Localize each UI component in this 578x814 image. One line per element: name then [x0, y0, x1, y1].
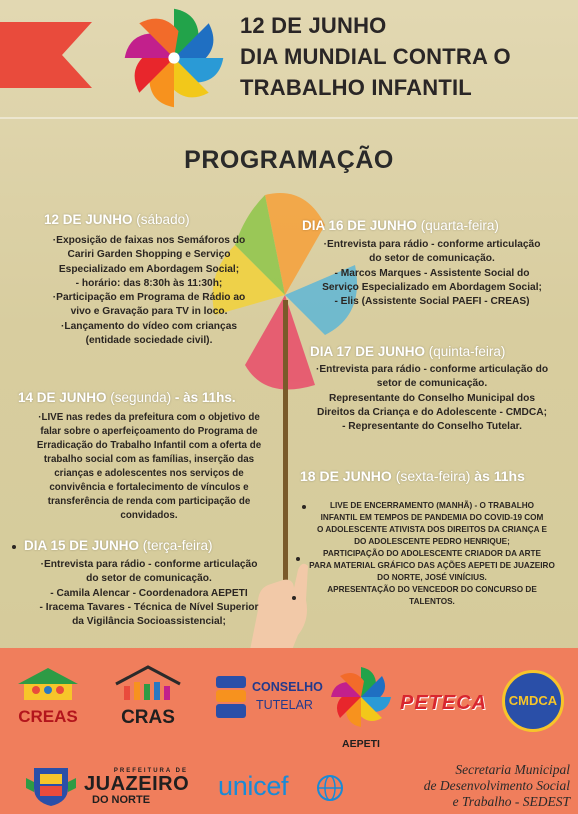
section-jun18-text [290, 500, 574, 608]
peteca-logo [400, 692, 490, 722]
text-line: da Vigilância Socioassistencial; [72, 616, 226, 628]
conselho-label: CONSELHO [252, 680, 323, 694]
section-time: - às 11hs. [174, 390, 236, 405]
aepeti-label: AEPETI [342, 738, 380, 750]
section-jun12-heading [44, 212, 190, 227]
section-day: (sexta-feira) [395, 468, 471, 484]
text-line: transferência de renda com participação de [47, 496, 251, 507]
text-line: DO ADOLESCENTE PEDRO HENRIQUE; [354, 537, 510, 546]
text-line: - Representante do Conselho Tutelar. [342, 421, 522, 433]
text-line: INFANTIL EM TEMPOS DE PANDEMIA DO COVID-19 COM [320, 513, 544, 522]
conselho-tutelar-logo [214, 674, 323, 726]
text-line: convivência e fortalecimento de vínculos e [49, 482, 249, 493]
title-block [240, 10, 570, 103]
section-jun17-heading [310, 344, 505, 359]
text-line: DO NORTE, JOSÉ VINÍCIUS. [377, 573, 487, 582]
cras-logo [108, 664, 188, 726]
section-day: (sábado) [136, 212, 190, 227]
bullet-icon [12, 545, 16, 549]
section-jun15-text [4, 558, 294, 629]
text-line: ·Entrevista para rádio - conforme articulação [40, 559, 258, 570]
section-date: DIA 17 DE JUNHO [310, 344, 426, 359]
text-line: - Marcos Marques - Assistente Social do [334, 267, 530, 279]
text-line: Representante do Conselho Municipal dos [328, 392, 536, 404]
cmdca-logo [502, 670, 564, 732]
section-jun14-heading [18, 390, 236, 405]
section-day: (quinta-feira) [428, 344, 506, 359]
text-line: ·Lançamento do vídeo com crianças [60, 320, 238, 332]
unicef-label: unicef [218, 771, 289, 801]
secretaria-line: de Desenvolvimento Social [423, 778, 570, 793]
section-day: (terça-feira) [142, 538, 213, 553]
text-line: ·LIVE nas redes da prefeitura com o objetivo de [38, 412, 260, 423]
text-line: O ADOLESCENTE ATIVISTA DOS DIREITOS DA CRIANÇA E [316, 525, 548, 534]
do-norte-label: DO NORTE [92, 794, 151, 806]
section-jun15-heading [24, 538, 213, 553]
title-line: 12 DE JUNHO [240, 13, 387, 38]
text-line: - horário: das 8:30h às 11:30h; [75, 277, 223, 289]
peteca-label: PETECA [400, 692, 488, 714]
text-line: setor de comunicação. [376, 378, 488, 390]
text-line: convidados. [120, 510, 178, 521]
text-line: (entidade sociedade civil). [85, 335, 213, 347]
text-line: PARTICIPAÇÃO DO ADOLESCENTE CRIADOR DA ARTE [322, 549, 542, 558]
text-line: Erradicação do Trabalho Infantil com a oferta de [36, 440, 262, 451]
section-day: (quarta-feira) [420, 218, 499, 233]
house-family-icon [108, 664, 188, 702]
text-line: Especializado em Abordagem Social; [58, 263, 240, 275]
section-jun14-text [4, 411, 294, 523]
text-line: ·Participação em Programa de Rádio ao [52, 292, 246, 304]
juazeiro-label: JUAZEIRO [84, 773, 190, 795]
pinwheel-icon [326, 662, 396, 732]
programacao-heading: PROGRAMAÇÃO [184, 146, 394, 174]
secretaria-line: Secretaria Municipal [455, 762, 570, 777]
header [0, 0, 578, 118]
text-line: do setor de comunicação. [369, 253, 495, 265]
coat-of-arms-icon [26, 764, 76, 808]
text-line: APRESENTAÇÃO DO VENCEDOR DO CONCURSO DE [327, 585, 537, 594]
section-jun12-text [8, 234, 290, 348]
title-line: DIA MUNDIAL CONTRA O [240, 44, 511, 69]
section-date: DIA 15 DE JUNHO [24, 538, 140, 553]
text-line: LIVE DE ENCERRAMENTO (MANHÃ) - O TRABALHO [329, 501, 535, 510]
creas-label: CREAS [18, 707, 78, 726]
secretaria-line: e Trabalho - SEDEST [452, 794, 570, 809]
section-date: 18 DE JUNHO [300, 468, 392, 484]
secretaria-block [380, 762, 570, 810]
divider [0, 117, 578, 119]
prefeitura-label: PREFEITURA DE [113, 768, 188, 774]
section-jun17-text [290, 363, 574, 434]
section-jun18-heading [300, 468, 525, 484]
text-line: ·Exposição de faixas nos Semáforos do [52, 235, 246, 246]
title-line: TRABALHO INFANTIL [240, 75, 472, 100]
text-line: TALENTOS. [409, 597, 455, 606]
text-line: trabalho social com as famílias, inserção das [43, 454, 255, 465]
red-flag-icon [0, 22, 92, 88]
text-line: ·Entrevista para rádio - conforme articulação [323, 239, 541, 250]
cmdca-label: CMDCA [508, 693, 558, 708]
section-date: 12 DE JUNHO [44, 212, 133, 227]
text-line: - Camila Alencar - Coordenadora AEPETI [50, 587, 248, 599]
text-line: PARA MATERIAL GRÁFICO DAS AÇÕES AEPETI DE JUAZEIRO [309, 561, 555, 570]
text-line: crianças e adolescentes nos serviços de [54, 468, 244, 479]
section-date: 14 DE JUNHO [18, 390, 107, 405]
text-line: Direitos da Criança e do Adolescente - CMDCA; [316, 406, 547, 418]
pinwheel-icon [118, 2, 230, 114]
text-line: falar sobre o aperfeiçoamento do Programa de [40, 426, 258, 437]
text-line: - Iracema Tavares - Técnica de Nível Superior [39, 601, 259, 613]
tutelar-label: TUTELAR [256, 698, 313, 712]
text-line: vivo e Gravação para TV in loco. [70, 306, 228, 318]
section-day: (segunda) [110, 390, 172, 405]
text-line: do setor de comunicação. [86, 573, 212, 585]
unicef-globe-icon [316, 774, 344, 802]
section-date: DIA 16 DE JUNHO [302, 218, 418, 233]
cras-label: CRAS [121, 707, 175, 728]
section-jun16-text [290, 238, 574, 309]
house-icon [12, 666, 84, 702]
text-line: ·Entrevista para rádio - conforme articulação do [315, 364, 549, 375]
creas-logo [12, 666, 84, 724]
text-line: - Elis (Assistente Social PAEFI - CREAS) [334, 296, 530, 308]
text-line: Serviço Especializado em Abordagem Social; [322, 281, 542, 293]
conselho-tutelar-icon [214, 674, 248, 720]
section-jun16-heading [302, 218, 499, 233]
section-time: às 11hs [474, 468, 525, 484]
text-line: Cariri Garden Shopping e Serviço [67, 249, 231, 261]
aepeti-logo [326, 662, 396, 754]
